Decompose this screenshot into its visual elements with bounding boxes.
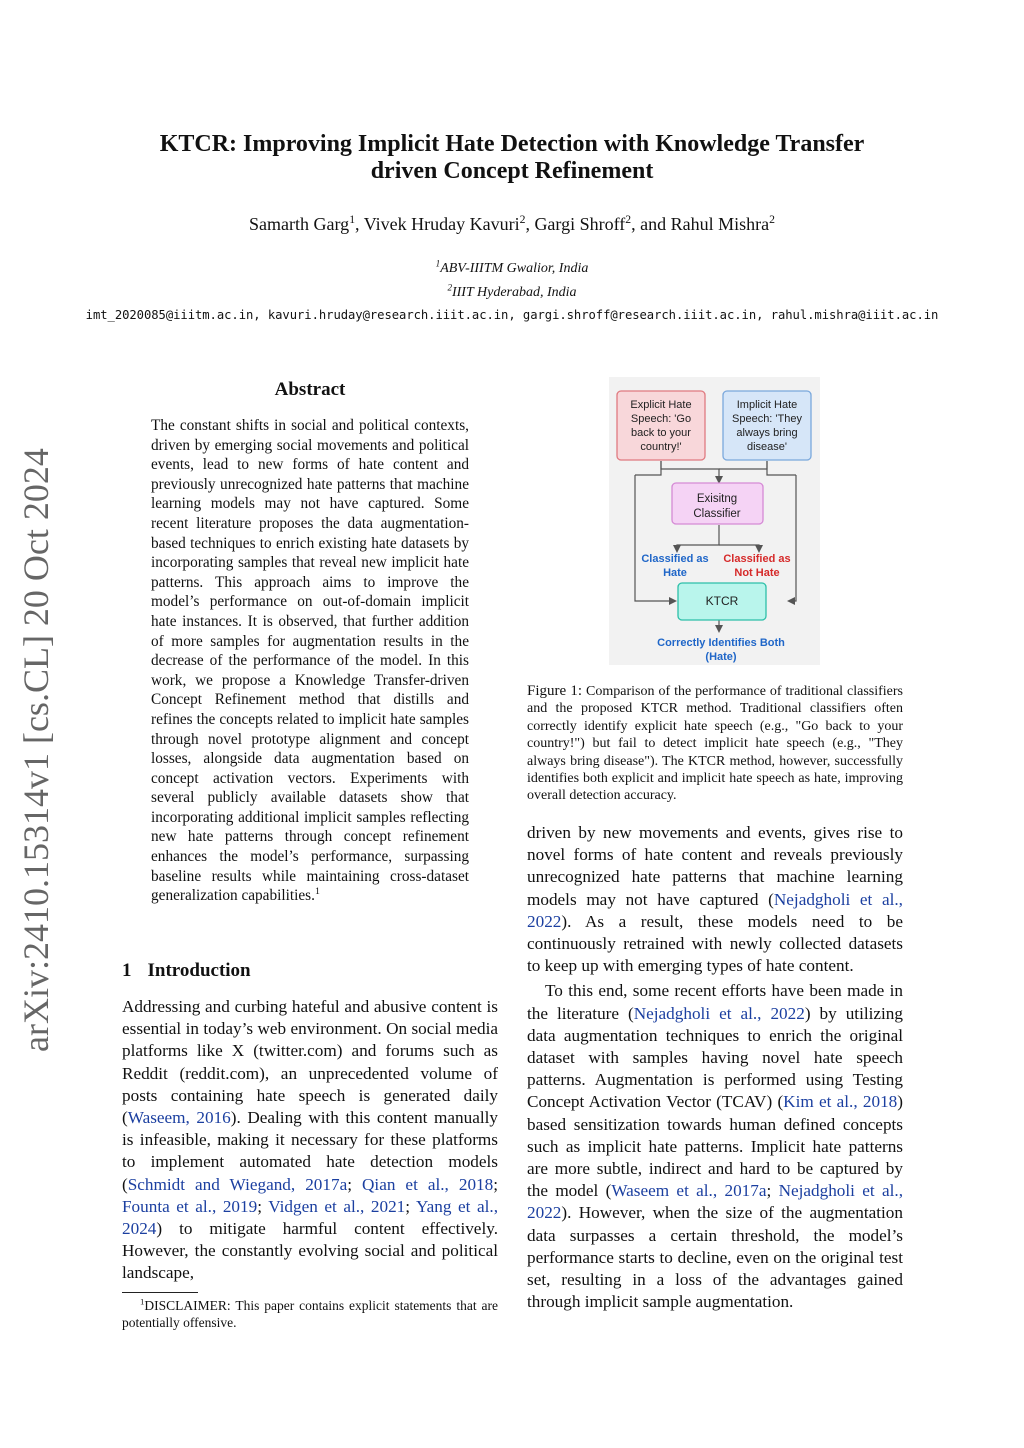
implicit-hate-box	[723, 391, 811, 460]
svg-text:(Hate): (Hate)	[705, 651, 737, 663]
section-heading	[122, 960, 251, 982]
arrow-classifier-to-nothate	[719, 545, 759, 551]
classified-as-not-hate-label	[723, 553, 790, 579]
abstract-body: The constant shifts in social and political contexts, driven by emerging social movements and political events, lead to new forms of hate content and previously unrecognized hate patterns that machine learning models may not have captured. Some recent literature proposes the data augmentation-based techniques to enrich existing hate datasets by incorporating samples that reveal new implicit hate patterns. This approach aims to improve the model’s performance on out-of-domain implicit hate instances. It is observed, that further addition of more samples for augmentation results in the decrease of the performance of the model. In this work, we propose a Knowledge Transfer-driven Concept Refinement method that distills and refines the concepts related to implicit hate samples through novel prototype alignment and concept losses, alongside data augmentation based on concept activation vectors. Experiments with several publicly available datasets show that incorporating additional implicit samples reflecting new hate patterns through concept refinement enhances the model’s performance, surpassing baseline results while maintaining cross-dataset generalization capabilities.$^1$	[151, 417, 469, 905]
citation-link[interactable]: Schmidt and Wiegand, 2017a	[127, 1174, 348, 1194]
affiliation-2: $^2$IIIT Hyderabad, India	[447, 282, 577, 300]
svg-text:Speech: 'Go: Speech: 'Go	[630, 413, 692, 425]
classified-as-hate-label	[641, 553, 708, 579]
arxiv-identifier: arXiv:2410.15314v1 [cs.CL] 20 Oct 2024	[16, 448, 56, 1052]
arrow-implicit-to-ktcr	[789, 475, 796, 601]
branch-implicit	[767, 461, 796, 475]
svg-text:Hate: Hate	[663, 567, 687, 579]
footnote-marker: 1	[314, 886, 320, 898]
svg-text:Speech: 'They: Speech: 'They	[732, 413, 802, 425]
existing-classifier-box	[672, 483, 763, 524]
title-line-2: driven Concept Refinement	[370, 158, 654, 184]
arrow-explicit-to-classifier	[661, 461, 719, 482]
intro-paragraph-2: driven by new movements and events, gives rise to novel forms of hate content and reveals previously unrecognized hate patterns that machine learning models may not have captured (Nejadgholi et al., 2022). As a result, these models need to be continuously retrained with newly collected datasets to keep up with emerging types of hate content.	[527, 823, 903, 976]
paper-title	[100, 131, 924, 185]
affiliation-1: $^1$ABV-IIITM Gwalior, India	[435, 258, 589, 276]
svg-text:Classified as: Classified as	[723, 553, 791, 565]
footnote: $^1$DISCLAIMER: This paper contains explicit statements that are potentially offensive.	[122, 1296, 498, 1330]
svg-text:Exisitng: Exisitng	[696, 493, 738, 505]
citation-link[interactable]: Vidgen et al., 2021	[268, 1196, 406, 1216]
intro-paragraph-1: Addressing and curbing hateful and abusive content is essential in today’s web environment. On social media platforms like X (twitter.com) and forums such as Reddit (reddit.com), an unprecedented volume of posts containing hate speech is generated daily (Waseem, 2016). Dealing with this content manually is infeasible, making it necessary for these platforms to implement automated hate detection models (Schmidt and Wiegand, 2017a; Qian et al., 2018; Founta et al., 2019; Vidgen et al., 2021; Yang et al., 2024) to mitigate harmful content effectively. However, the constantly evolving social and political landscape,	[122, 997, 499, 1283]
abstract-heading: Abstract	[274, 379, 346, 400]
citation-link[interactable]: Nejadgholi et al., 2022	[527, 1181, 903, 1223]
citation-link[interactable]: Nejadgholi et al., 2022	[527, 889, 903, 931]
svg-text:disease': disease'	[746, 441, 788, 453]
author-list	[0, 214, 1024, 235]
figure-1-caption: Figure 1: Comparison of the performance of traditional classifiers and the proposed KTCR method. Traditional classifiers often correctly identify explicit hate speech (e.g., "Go back to your country!") but fail to detect implicit hate speech (e.g., "They always bring disease"). The KTCR method, however, successfully identifies both explicit and implicit hate speech as hate, improving overall detection accuracy.	[527, 683, 904, 804]
svg-text:Implicit Hate: Implicit Hate	[736, 399, 798, 411]
citation-link[interactable]: Qian et al., 2018	[362, 1174, 494, 1194]
citation-link[interactable]: Yang et al., 2024	[122, 1196, 498, 1239]
result-label	[657, 637, 785, 663]
svg-text:Not Hate: Not Hate	[734, 567, 780, 579]
author: Vivek Hruday Kavuri$^2$,	[363, 213, 535, 234]
svg-text:always bring: always bring	[736, 427, 798, 439]
citation-link[interactable]: Nejadgholi et al., 2022	[633, 1003, 805, 1023]
author-emails: imt_2020085@iiitm.ac.in, kavuri.hruday@research.iiit.ac.in, gargi.shroff@research.iiit.ac.in, rahul.mishra@iiit.ac.in	[85, 308, 939, 322]
author: Samarth Garg$^1$,	[249, 213, 364, 234]
citation-link[interactable]: Waseem et al., 2017a	[611, 1181, 767, 1201]
svg-text:Correctly Identifies Both: Correctly Identifies Both	[657, 637, 785, 649]
footnote-rule	[122, 1292, 198, 1293]
svg-text:Explicit Hate: Explicit Hate	[630, 399, 692, 411]
section-number: 1	[122, 960, 132, 981]
citation-link[interactable]: Kim et al., 2018	[783, 1092, 898, 1112]
citation-link[interactable]: Founta et al., 2019	[122, 1196, 258, 1216]
ktcr-box	[678, 583, 766, 620]
svg-text:Classifier: Classifier	[693, 508, 741, 520]
svg-text:KTCR: KTCR	[705, 594, 739, 608]
explicit-hate-box	[617, 391, 705, 460]
title-line-1: KTCR: Improving Implicit Hate Detection with Knowledge Transfer	[159, 131, 865, 157]
branch-explicit	[635, 461, 661, 475]
svg-text:back to your: back to your	[631, 427, 691, 439]
figure-1-diagram	[609, 377, 820, 665]
author: Gargi Shroff$^2$, and	[534, 213, 671, 234]
citation-link[interactable]: Waseem, 2016	[127, 1108, 231, 1128]
figure-label: Figure 1:	[527, 683, 583, 699]
svg-text:country!': country!'	[640, 441, 682, 453]
author: Rahul Mishra$^2$	[670, 213, 775, 234]
arrow-classifier-to-hate	[677, 525, 719, 551]
section-title: Introduction	[147, 960, 251, 981]
svg-text:Classified as: Classified as	[641, 553, 709, 565]
arrow-explicit-to-ktcr	[635, 475, 675, 601]
intro-right-column	[527, 822, 903, 1313]
intro-paragraph-3: To this end, some recent efforts have been made in the literature (Nejadgholi et al., 2022) by utilizing data augmentation techniques to enrich the original dataset with samples having novel hate speech patterns. Augmentation is performed using Testing Concept Activation Vector (TCAV) (Kim et al., 2018) based sensitization towards human defined concepts such as implicit hate patterns. Implicit hate patterns are more subtle, indirect and hard to be captured by the model (Waseem et al., 2017a; Nejadgholi et al., 2022). However, when the size of the augmentation data surpasses a certain threshold, the model’s performance starts to decline, even on the original test set, resulting in a loss of the advantages gained through implicit sample augmentation.	[527, 981, 903, 1312]
arrow-implicit-to-classifier	[719, 461, 767, 469]
